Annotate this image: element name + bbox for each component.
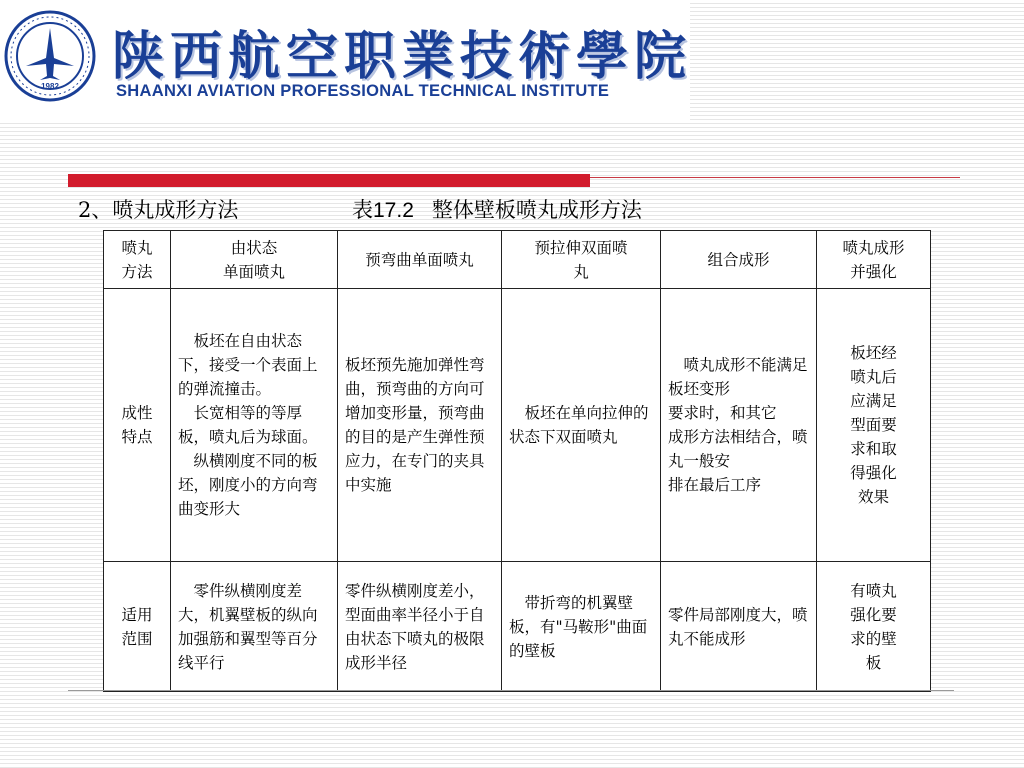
red-divider-bar [68,174,590,187]
table-number: 17.2 [373,199,414,222]
shot-peen-forming-table [103,230,931,692]
bottom-divider-line [68,690,954,691]
table-caption: 整体壁板喷丸成形方法 [431,198,642,222]
table-title [352,194,642,224]
table-header-row [104,231,931,289]
table-cell: 有喷丸 强化要 求的壁 板 [817,562,931,692]
table-title-prefix: 表 [352,198,373,222]
header-cell-combined: 组合成形 [661,231,817,289]
header-cell-prestretch: 预拉伸双面喷 丸 [502,231,661,289]
header-cell-method: 喷丸 方法 [104,231,171,289]
institute-logo [4,10,96,102]
table-cell: 板坯经 喷丸后 应满足 型面要 求和取 得强化 效果 [817,289,931,562]
row-label-characteristics: 成性 特点 [104,289,171,562]
table-cell: 板坯预先施加弹性弯曲，预弯曲的方向可增加变形量，预弯曲的目的是产生弹性预应力，在专门的夹具中实施 [338,289,502,562]
table-cell: 喷丸成形不能满足板坯变形 要求时，和其它 成形方法相结合，喷丸一般安 排在最后工序 [661,289,817,562]
row-label-scope: 适用 范围 [104,562,171,692]
section-title: 2、喷丸成形方法 [78,198,239,222]
thin-divider-line [590,177,960,178]
header-cell-free-state: 由状态 单面喷丸 [171,231,338,289]
institute-english-name: SHAANXI AVIATION PROFESSIONAL TECHNICAL INSTITUTE [116,82,610,100]
header-cell-strengthen: 喷丸成形 并强化 [817,231,931,289]
institute-chinese-name: 陕西航空职業技術學院 [112,26,693,87]
table-cell: 带折弯的机翼壁板，有"马鞍形"曲面的壁板 [502,562,661,692]
table-cell: 零件局部刚度大，喷丸不能成形 [661,562,817,692]
logo-year: 1982 [41,82,59,91]
institute-header [0,0,693,122]
table-cell: 零件纵横刚度差小，型面曲率半径小于自由状态下喷丸的极限成形半径 [338,562,502,692]
table-cell: 板坯在自由状态下，接受一个表面上的弹流撞击。 长宽相等的等厚板，喷丸后为球面。 纵横刚度不同的板坯，刚度小的方向弯曲变形大 [171,289,338,562]
header-cell-prebend: 预弯曲单面喷丸 [338,231,502,289]
table-cell: 零件纵横刚度差大，机翼壁板的纵向加强筋和翼型等百分线平行 [171,562,338,692]
table-cell: 板坯在单向拉伸的状态下双面喷丸 [502,289,661,562]
table-row [104,289,931,562]
table-row [104,562,931,692]
